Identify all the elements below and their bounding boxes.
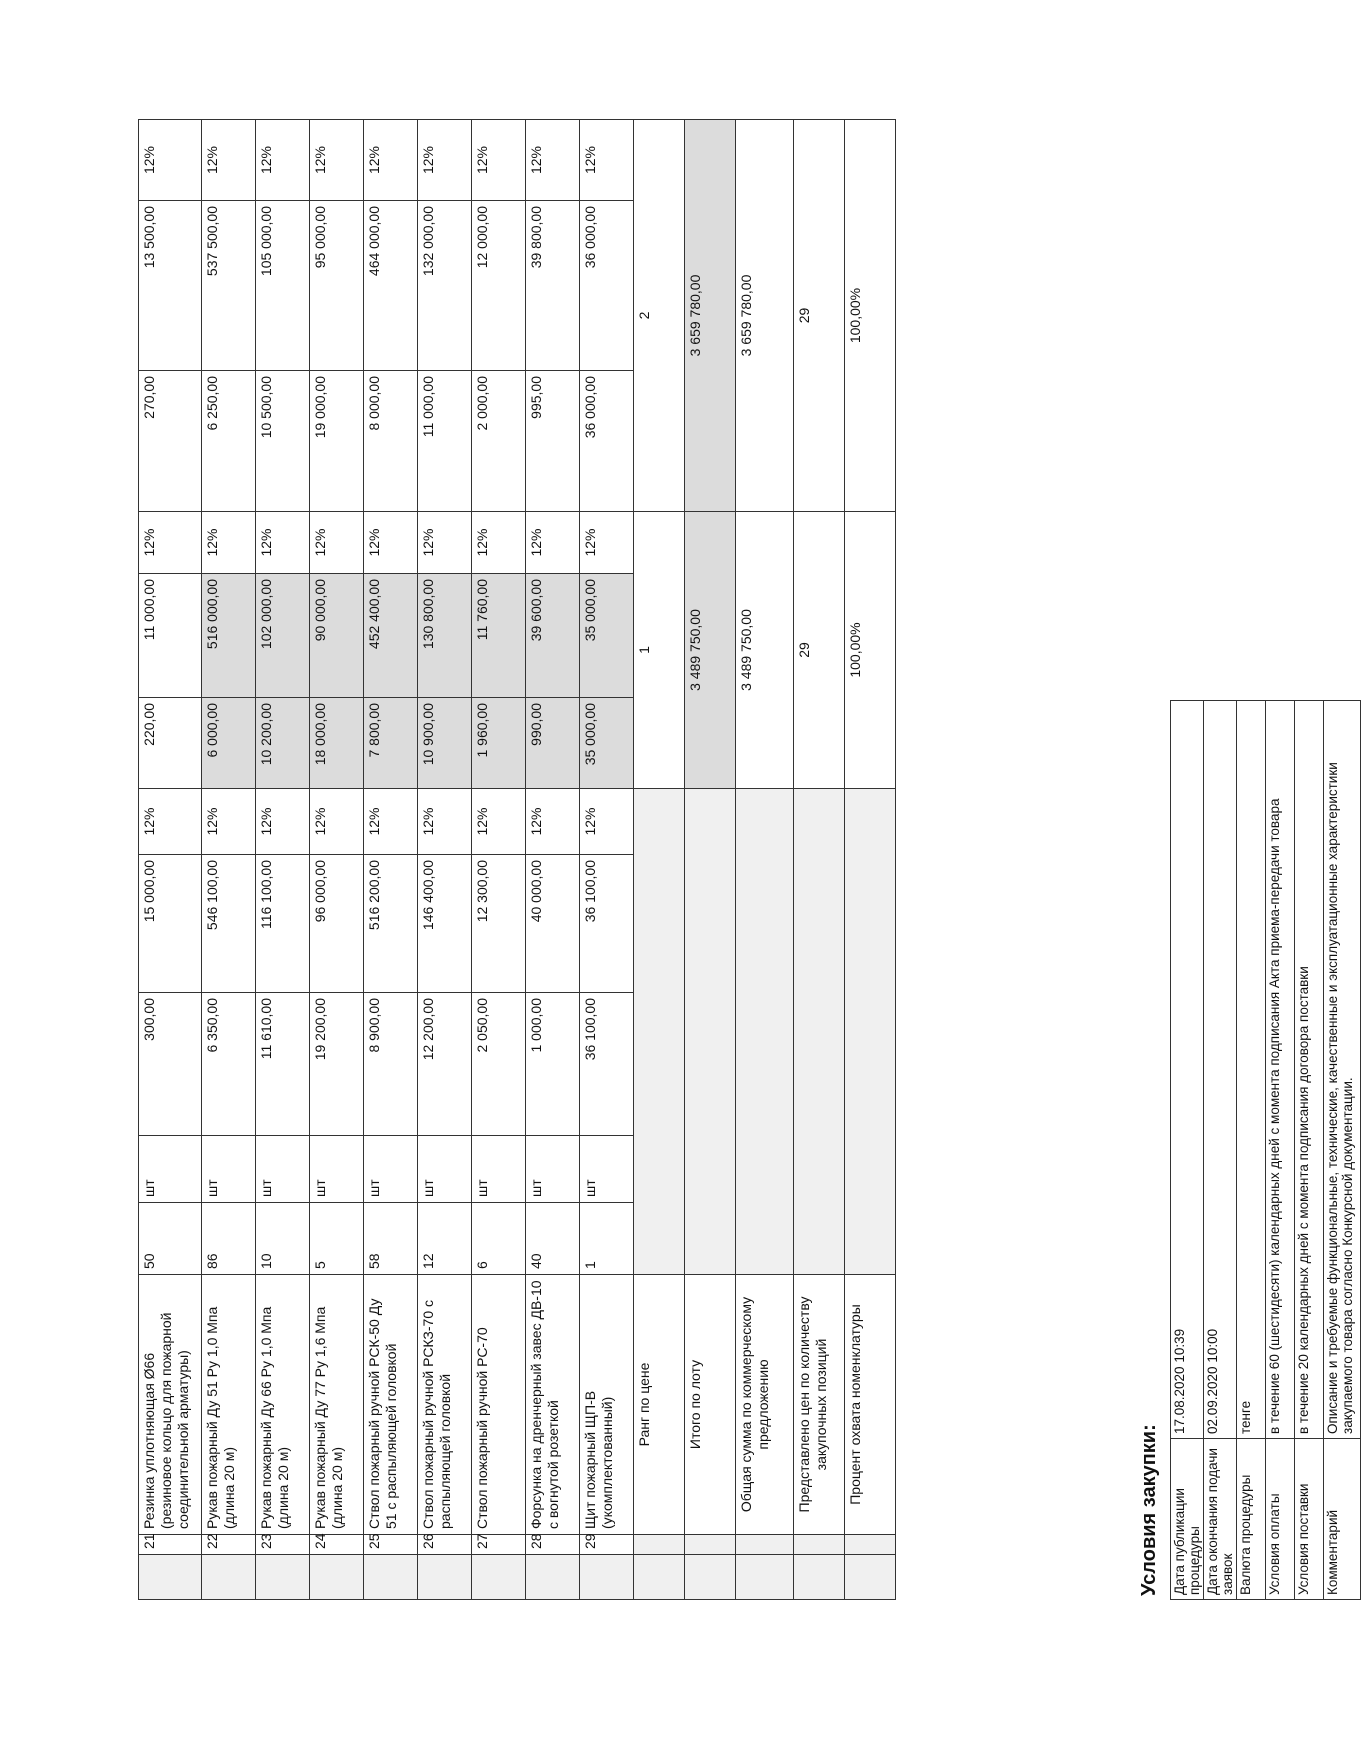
procurement-conditions (1138, 700, 1361, 1600)
condition-row (1266, 701, 1295, 1600)
sum-supplier-2: 35 000,00 (580, 574, 634, 698)
condition-row (1204, 701, 1237, 1600)
price-supplier-3: 2 000,00 (472, 371, 526, 512)
item-name: Рукав пожарный Ду 51 Ру 1,0 Мпа (длина 20 м) (202, 1275, 256, 1535)
coverage-label: Процент охвата номенклатуры (845, 1275, 896, 1535)
price-supplier-2: 10 200,00 (256, 698, 310, 789)
row-number: 29 (580, 1535, 634, 1555)
item-name: Рукав пожарный Ду 66 Ру 1,0 Мпа (длина 20 м) (256, 1275, 310, 1535)
sum-supplier-2: 452 400,00 (364, 574, 418, 698)
sum-supplier-3: 132 000,00 (418, 201, 472, 371)
sum-supplier-1: 146 400,00 (418, 855, 472, 993)
sum-supplier-2: 102 000,00 (256, 574, 310, 698)
table-row (310, 120, 364, 1600)
total-label: Итого по лоту (685, 1275, 736, 1535)
price-supplier-1: 2 050,00 (472, 993, 526, 1136)
item-unit: шт (202, 1136, 256, 1203)
price-supplier-1: 19 200,00 (310, 993, 364, 1136)
item-unit: шт (310, 1136, 364, 1203)
rank-row (634, 120, 685, 1600)
sum-supplier-2: 516 000,00 (202, 574, 256, 698)
price-supplier-3: 36 000,00 (580, 371, 634, 512)
vat-supplier-3: 12% (364, 120, 418, 201)
item-qty: 10 (256, 1203, 310, 1275)
condition-key: Дата окончания подачи заявок (1204, 1439, 1237, 1600)
price-comparison-table (138, 119, 896, 1600)
item-unit: шт (139, 1136, 202, 1203)
rank-supplier-3: 2 (634, 120, 685, 512)
price-supplier-3: 270,00 (139, 371, 202, 512)
item-unit: шт (364, 1136, 418, 1203)
vat-supplier-2: 12% (364, 512, 418, 574)
offer-sum-row (736, 120, 794, 1600)
sum-supplier-2: 11 760,00 (472, 574, 526, 698)
coverage-supplier-2: 100,00% (845, 512, 896, 789)
sum-supplier-3: 12 000,00 (472, 201, 526, 371)
table-row (526, 120, 580, 1600)
sum-supplier-3: 464 000,00 (364, 201, 418, 371)
total-supplier-3: 3 659 780,00 (685, 120, 736, 512)
table-row (580, 120, 634, 1600)
item-name: Форсунка на дренчерный завес ДВ-10 с вогнутой розеткой (526, 1275, 580, 1535)
table-row (418, 120, 472, 1600)
row-number: 26 (418, 1535, 472, 1555)
vat-supplier-2: 12% (472, 512, 526, 574)
price-supplier-2: 7 800,00 (364, 698, 418, 789)
condition-key: Условия оплаты (1266, 1439, 1295, 1600)
row-number: 25 (364, 1535, 418, 1555)
price-supplier-2: 18 000,00 (310, 698, 364, 789)
offer-sum-label: Общая сумма по коммерческому предложению (736, 1275, 794, 1535)
condition-key: Комментарий (1324, 1439, 1361, 1600)
sum-supplier-1: 40 000,00 (526, 855, 580, 993)
row-number: 23 (256, 1535, 310, 1555)
table-row (256, 120, 310, 1600)
condition-value: Описание и требуемые функциональные, технические, качественные и эксплуатационные характеристики закупаемого товара согласно Конкурсной документации. (1324, 701, 1361, 1439)
row-number: 21 (139, 1535, 202, 1555)
rank-label: Ранг по цене (634, 1275, 685, 1535)
item-qty: 86 (202, 1203, 256, 1275)
offer-sum-supplier-2: 3 489 750,00 (736, 512, 794, 789)
item-name: Ствол пожарный ручной РСК-50 Ду 51 с распыляющей головкой (364, 1275, 418, 1535)
price-supplier-3: 11 000,00 (418, 371, 472, 512)
price-supplier-1: 12 200,00 (418, 993, 472, 1136)
sum-supplier-2: 130 800,00 (418, 574, 472, 698)
sum-supplier-3: 105 000,00 (256, 201, 310, 371)
condition-key: Дата публикации процедуры (1171, 1439, 1204, 1600)
vat-supplier-1: 12% (472, 789, 526, 855)
price-supplier-1: 6 350,00 (202, 993, 256, 1136)
conditions-title: Условия закупки: (1138, 1424, 1160, 1596)
vat-supplier-2: 12% (139, 512, 202, 574)
item-name: Ствол пожарный ручной РС-70 (472, 1275, 526, 1535)
total-row (685, 120, 736, 1600)
condition-value: в течение 60 (шестидесяти) календарных дней с момента подписания Акта приема-передачи товара (1266, 701, 1295, 1439)
item-qty: 40 (526, 1203, 580, 1275)
sum-supplier-2: 11 000,00 (139, 574, 202, 698)
price-count-label: Представлено цен по количеству закупочных позиций (794, 1275, 845, 1535)
price-supplier-3: 8 000,00 (364, 371, 418, 512)
row-number: 24 (310, 1535, 364, 1555)
sum-supplier-1: 36 100,00 (580, 855, 634, 993)
sum-supplier-3: 13 500,00 (139, 201, 202, 371)
sum-supplier-1: 546 100,00 (202, 855, 256, 993)
price-supplier-3: 19 000,00 (310, 371, 364, 512)
table-row (472, 120, 526, 1600)
price-supplier-1: 11 610,00 (256, 993, 310, 1136)
coverage-supplier-3: 100,00% (845, 120, 896, 512)
price-supplier-1: 300,00 (139, 993, 202, 1136)
condition-key: Валюта процедуры (1237, 1439, 1266, 1600)
vat-supplier-1: 12% (256, 789, 310, 855)
offer-sum-supplier-3: 3 659 780,00 (736, 120, 794, 512)
price-supplier-2: 1 960,00 (472, 698, 526, 789)
sum-supplier-3: 39 800,00 (526, 201, 580, 371)
item-unit: шт (580, 1136, 634, 1203)
vat-supplier-2: 12% (202, 512, 256, 574)
condition-key: Условия поставки (1295, 1439, 1324, 1600)
price-supplier-2: 10 900,00 (418, 698, 472, 789)
sum-supplier-3: 95 000,00 (310, 201, 364, 371)
row-number: 22 (202, 1535, 256, 1555)
vat-supplier-3: 12% (580, 120, 634, 201)
item-qty: 5 (310, 1203, 364, 1275)
sum-supplier-1: 15 000,00 (139, 855, 202, 993)
sum-supplier-1: 12 300,00 (472, 855, 526, 993)
condition-value: тенге (1237, 701, 1266, 1439)
price-supplier-2: 990,00 (526, 698, 580, 789)
item-qty: 58 (364, 1203, 418, 1275)
item-unit: шт (256, 1136, 310, 1203)
coverage-row (845, 120, 896, 1600)
price-supplier-3: 6 250,00 (202, 371, 256, 512)
item-name: Рукав пожарный Ду 77 Ру 1,6 Мпа (длина 20 м) (310, 1275, 364, 1535)
item-qty: 6 (472, 1203, 526, 1275)
vat-supplier-2: 12% (526, 512, 580, 574)
sum-supplier-2: 90 000,00 (310, 574, 364, 698)
price-supplier-1: 36 100,00 (580, 993, 634, 1136)
vat-supplier-1: 12% (418, 789, 472, 855)
item-qty: 50 (139, 1203, 202, 1275)
price-supplier-3: 10 500,00 (256, 371, 310, 512)
sum-supplier-1: 96 000,00 (310, 855, 364, 993)
condition-row (1295, 701, 1324, 1600)
price-supplier-2: 35 000,00 (580, 698, 634, 789)
row-number: 28 (526, 1535, 580, 1555)
rank-supplier-2: 1 (634, 512, 685, 789)
sum-supplier-3: 36 000,00 (580, 201, 634, 371)
price-count-row (794, 120, 845, 1600)
table-row (202, 120, 256, 1600)
rotated-sheet (138, 120, 1355, 1600)
vat-supplier-1: 12% (364, 789, 418, 855)
vat-supplier-1: 12% (139, 789, 202, 855)
row-number: 27 (472, 1535, 526, 1555)
vat-supplier-2: 12% (418, 512, 472, 574)
vat-supplier-3: 12% (256, 120, 310, 201)
item-name: Щит пожарный ЩП-В (укомплектованный) (580, 1275, 634, 1535)
price-supplier-2: 6 000,00 (202, 698, 256, 789)
condition-value: 02.09.2020 10:00 (1204, 701, 1237, 1439)
table-row (364, 120, 418, 1600)
sheet-content (138, 120, 1355, 1600)
price-count-supplier-2: 29 (794, 512, 845, 789)
sum-supplier-1: 116 100,00 (256, 855, 310, 993)
item-name: Ствол пожарный ручной РСКЗ-70 с распыляющей головкой (418, 1275, 472, 1535)
table-row (139, 120, 202, 1600)
vat-supplier-1: 12% (580, 789, 634, 855)
price-count-supplier-3: 29 (794, 120, 845, 512)
item-qty: 1 (580, 1203, 634, 1275)
vat-supplier-3: 12% (472, 120, 526, 201)
condition-value: в течение 20 календарных дней с момента подписания договора поставки (1295, 701, 1324, 1439)
condition-value: 17.08.2020 10:39 (1171, 701, 1204, 1439)
price-supplier-2: 220,00 (139, 698, 202, 789)
condition-row (1324, 701, 1361, 1600)
item-name: Резинка уплотняющая Ø66 (резиновое кольцо для пожарной соединительной арматуры) (139, 1275, 202, 1535)
item-unit: шт (526, 1136, 580, 1203)
sum-supplier-1: 516 200,00 (364, 855, 418, 993)
vat-supplier-3: 12% (139, 120, 202, 201)
item-qty: 12 (418, 1203, 472, 1275)
vat-supplier-2: 12% (580, 512, 634, 574)
item-unit: шт (418, 1136, 472, 1203)
vat-supplier-1: 12% (526, 789, 580, 855)
total-supplier-2: 3 489 750,00 (685, 512, 736, 789)
price-supplier-1: 1 000,00 (526, 993, 580, 1136)
vat-supplier-3: 12% (526, 120, 580, 201)
conditions-table (1170, 700, 1361, 1600)
sum-supplier-3: 537 500,00 (202, 201, 256, 371)
vat-supplier-3: 12% (310, 120, 364, 201)
vat-supplier-1: 12% (310, 789, 364, 855)
vat-supplier-3: 12% (202, 120, 256, 201)
sum-supplier-2: 39 600,00 (526, 574, 580, 698)
price-supplier-1: 8 900,00 (364, 993, 418, 1136)
vat-supplier-3: 12% (418, 120, 472, 201)
condition-row (1237, 701, 1266, 1600)
item-unit: шт (472, 1136, 526, 1203)
vat-supplier-2: 12% (256, 512, 310, 574)
vat-supplier-2: 12% (310, 512, 364, 574)
vat-supplier-1: 12% (202, 789, 256, 855)
condition-row (1171, 701, 1204, 1600)
price-supplier-3: 995,00 (526, 371, 580, 512)
